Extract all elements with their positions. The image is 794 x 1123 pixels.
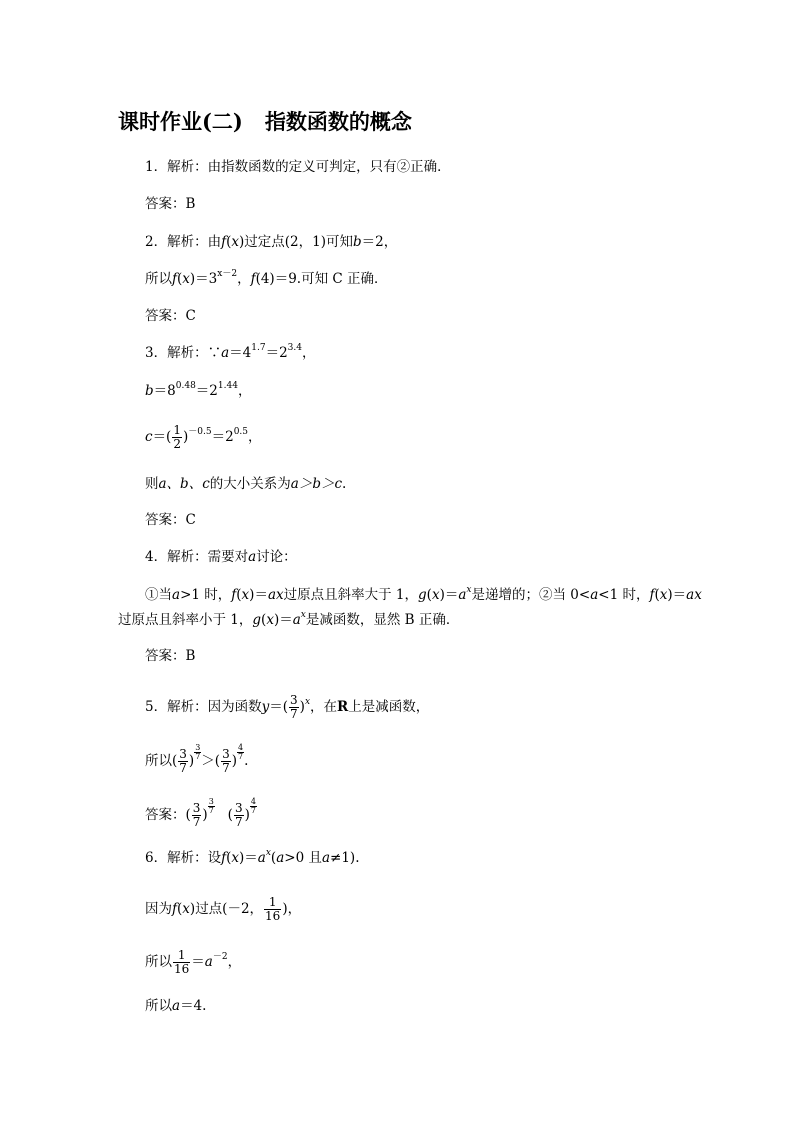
- q3-e3: 0.48: [175, 381, 196, 391]
- q5-aa-num: 3: [192, 801, 201, 815]
- q4-f2: f: [649, 587, 655, 603]
- q5-frac-a: [178, 748, 188, 775]
- q6-num: 1: [264, 896, 281, 910]
- q5-ans-exp-a: [208, 798, 215, 815]
- q4-f1: f: [231, 587, 237, 603]
- q4-p4: 过原点且斜率大于 1，: [283, 587, 419, 603]
- q2-b: b: [352, 234, 362, 250]
- q6-exp: －2: [212, 952, 228, 962]
- q4-x1: x: [241, 587, 250, 603]
- q3-eq5: ＝(: [152, 429, 172, 445]
- q6-final: 所以a＝4.: [145, 998, 207, 1014]
- q5-fraction: [289, 694, 299, 721]
- q3-label: 3．解析：: [145, 345, 208, 361]
- q2-f2: f: [172, 271, 177, 287]
- q6-p2: 过点(－2，: [195, 901, 264, 917]
- q5-R: R: [337, 699, 349, 715]
- q4-p8: ＝: [672, 587, 687, 603]
- q2-exp: x－2: [217, 269, 238, 279]
- q4-ax1: ax: [267, 587, 284, 603]
- title-main: 课时作业(二): [118, 109, 243, 134]
- q2-l2e: (4)＝9.可知 C 正确．: [255, 271, 388, 287]
- q3-rel: 的大小关系为: [209, 476, 291, 492]
- q4-a1: a: [172, 587, 181, 603]
- q4-x2: x: [431, 587, 440, 603]
- q5-fa-num: 3: [179, 747, 187, 761]
- q6-label: 6．解析：: [145, 850, 208, 866]
- q5-t2: ，在: [310, 699, 338, 715]
- q2-l2a: 所以: [145, 271, 172, 287]
- q2-t1: 由: [207, 234, 222, 250]
- q6-p1: 因为: [145, 901, 172, 917]
- q6-t2: ＝: [244, 850, 258, 866]
- q5-den: 7: [290, 707, 298, 721]
- q3-e4: 1.44: [217, 381, 238, 391]
- q2-l2d: ，: [237, 271, 251, 287]
- q5-aea-num: 3: [208, 797, 214, 806]
- q5-ans-frac-a: [192, 802, 202, 829]
- q5-aeb-num: 4: [250, 797, 256, 806]
- q5-t1: 因为函数: [207, 699, 262, 715]
- q4-p5: ＝: [444, 587, 459, 603]
- q4-p2: >1 时，: [180, 587, 232, 603]
- q5-fb-den: 7: [222, 761, 230, 775]
- q3-then: 则: [145, 476, 159, 492]
- q6-t4: >0 且: [284, 850, 322, 866]
- q4-a4: a: [292, 612, 301, 628]
- q3-num: 1: [173, 423, 181, 437]
- q5-dot: .: [244, 753, 249, 769]
- q3-b-line: [145, 381, 251, 401]
- q4-a2: a: [458, 587, 467, 603]
- q4-p7: <1 时，: [598, 587, 650, 603]
- q3-e1: 1.7: [251, 343, 266, 353]
- q3-eq4: ＝2: [195, 383, 218, 399]
- q5-answer: 答案：( $\frac{3}{7}$ ) $\frac{3}{7}$ ( $\frac{3}{7}$ ) $\frac{4}{7}$: [145, 797, 256, 829]
- q5-aea-den: 7: [208, 806, 214, 815]
- q3-order: a＞b＞c: [290, 476, 343, 492]
- q4-x3: x: [466, 585, 472, 595]
- q2-t3: )过定点(2，1)可知: [239, 234, 353, 250]
- q3-den: 2: [173, 437, 181, 451]
- q3-eq3: ＝8: [153, 383, 176, 399]
- q5-eq: ＝(: [269, 699, 289, 715]
- q2-x: x: [231, 234, 239, 250]
- q6-t1: 设: [207, 850, 222, 866]
- q4-line2: 过原点且斜率小于 1，$g(x)=a^x$是减函数，显然 B 正确．: [118, 610, 460, 628]
- q2-answer: 答案：C: [145, 308, 196, 324]
- q3-eq1: ＝4: [229, 345, 252, 361]
- q3-e2: 3.4: [287, 343, 302, 353]
- q4-a3: a: [590, 587, 599, 603]
- q3-eq6: ): [182, 429, 189, 445]
- q5-analysis: [145, 694, 429, 721]
- q5-compare: 所以( $\frac{3}{7}$ ) $\frac{3}{7}$ ＞( $\frac{3}{7}$ ) $\frac{4}{7}$ .: [145, 743, 249, 775]
- q5-fb-num: 3: [222, 747, 230, 761]
- q6-p3: )，: [282, 901, 302, 917]
- q5-so: 所以: [145, 753, 172, 769]
- q6-t5: ≠1).: [330, 850, 360, 866]
- q4-ax2: ax: [686, 587, 702, 603]
- q4-p3: ＝: [254, 587, 268, 603]
- q6-eq: 所以 $\frac{1}{16}$ $=a^{-2}$，: [145, 948, 242, 976]
- q1-answer: 答案：B: [145, 196, 196, 212]
- title-sub: 指数函数的概念: [264, 109, 412, 134]
- q3-c: c: [145, 429, 153, 445]
- q2-x2: x: [182, 271, 190, 287]
- q5-num: 3: [290, 693, 298, 707]
- q5-ea-den: 7: [195, 752, 201, 761]
- q1-text: 由指数函数的定义可判定，只有②正确．: [207, 159, 451, 175]
- q3-end2: ，: [237, 383, 252, 399]
- q3-abc: a、b、c: [158, 476, 210, 492]
- q3-eq7: ＝2: [211, 429, 234, 445]
- q2-t4: ＝2，: [361, 234, 398, 250]
- q6-s2: ＝: [191, 954, 205, 970]
- q6-frac: [264, 896, 281, 923]
- q4-g2: g: [252, 612, 262, 628]
- q4-intro: 需要对: [207, 549, 249, 565]
- q4-x5: x: [266, 612, 274, 628]
- q6-frac2: [173, 949, 190, 976]
- q3-because: ∵: [207, 345, 222, 361]
- q2-line2: [145, 269, 388, 289]
- q2-analysis: [145, 232, 397, 252]
- q2-l2c: )＝3: [189, 271, 218, 287]
- q1-label: 1．解析：: [145, 159, 208, 175]
- q5-gt: ＞: [201, 753, 215, 769]
- q5-ea-num: 3: [195, 743, 201, 752]
- q5-eb-den: 7: [238, 752, 244, 761]
- q5-close: ): [299, 699, 305, 715]
- q4-p6: 是递增的；②当 0<: [471, 587, 591, 603]
- q4-label: 4．解析：: [145, 549, 208, 565]
- q5-frac-b: [221, 748, 231, 775]
- q4-analysis: [145, 547, 297, 567]
- q4-discuss: 讨论：: [256, 549, 297, 565]
- q4-p1: ①当: [145, 587, 172, 603]
- page-title: [118, 106, 412, 136]
- q5-label: 5．解析：: [145, 699, 208, 715]
- q4-l2: 过原点且斜率小于 1，: [118, 612, 253, 628]
- q5-ans-frac-b: [234, 802, 244, 829]
- q3-b: b: [145, 383, 154, 399]
- q4-g1: g: [418, 587, 427, 603]
- q6-s1: 所以: [145, 954, 172, 970]
- q5-y: y: [261, 699, 270, 715]
- q5-fa-den: 7: [179, 761, 187, 775]
- q5-eb-num: 4: [238, 743, 244, 752]
- q6-den2: 16: [174, 962, 190, 976]
- q6-analysis: 6．解析：设$f(x)=a^x(a>0$ 且a≠1).: [145, 848, 360, 866]
- q3-e6: 0.5: [233, 427, 249, 437]
- q5-ab-den: 7: [234, 815, 243, 829]
- q3-end1: ，: [302, 345, 316, 361]
- q5-ex: x: [304, 697, 311, 707]
- q5-ans-exp-b: [250, 798, 257, 815]
- q5-t3: 上是减函数，: [348, 699, 430, 715]
- q3-dot: .: [342, 476, 347, 492]
- q2-t2: (: [226, 234, 232, 250]
- q3-answer: 答案：C: [145, 512, 196, 528]
- q2-label: 2．解析：: [145, 234, 208, 250]
- q6-point: 因为f(x)过点(－2， $\frac{1}{16}$ )，: [145, 895, 302, 923]
- q3-end3: ，: [248, 429, 262, 445]
- q4-x6: x: [300, 610, 306, 620]
- q4-line1: ①当a>1 时，f(x)＝ax过原点且斜率大于 1，$g(x)=a^x$是递增的；②当 0<a<1 时，f(x)＝ax: [145, 585, 702, 603]
- q2-f: f: [221, 234, 227, 250]
- q4-a: a: [248, 549, 257, 565]
- q3-conclusion: [145, 474, 346, 494]
- q3-eq2: ＝2: [265, 345, 288, 361]
- q1-analysis: [145, 157, 451, 177]
- q4-x4: x: [659, 587, 668, 603]
- q2-l2b: (: [177, 271, 183, 287]
- q3-a: a: [221, 345, 230, 361]
- q4-l2c: 是减函数，显然 B 正确．: [305, 612, 460, 628]
- q5-aeb-den: 7: [250, 806, 256, 815]
- q6-s3: ，: [227, 954, 242, 970]
- q3-c-line: [145, 424, 262, 451]
- q5-answer-label: 答案：: [145, 807, 186, 823]
- q2-f3: f: [250, 271, 256, 287]
- q3-half-fraction: [172, 424, 182, 451]
- q3-e5: －0.5: [188, 427, 212, 437]
- q5-aa-den: 7: [192, 815, 201, 829]
- q6-den: 16: [265, 909, 281, 923]
- q6-t3: (: [270, 850, 277, 866]
- q5-ab-num: 3: [234, 801, 243, 815]
- q4-answer: 答案：B: [145, 648, 196, 664]
- q6-num2: 1: [173, 949, 190, 963]
- q3-analysis: [145, 343, 316, 363]
- q4-l2b: ＝: [279, 612, 293, 628]
- q6-f1: 所以: [145, 998, 172, 1014]
- q6-f2: ＝4.: [180, 998, 207, 1014]
